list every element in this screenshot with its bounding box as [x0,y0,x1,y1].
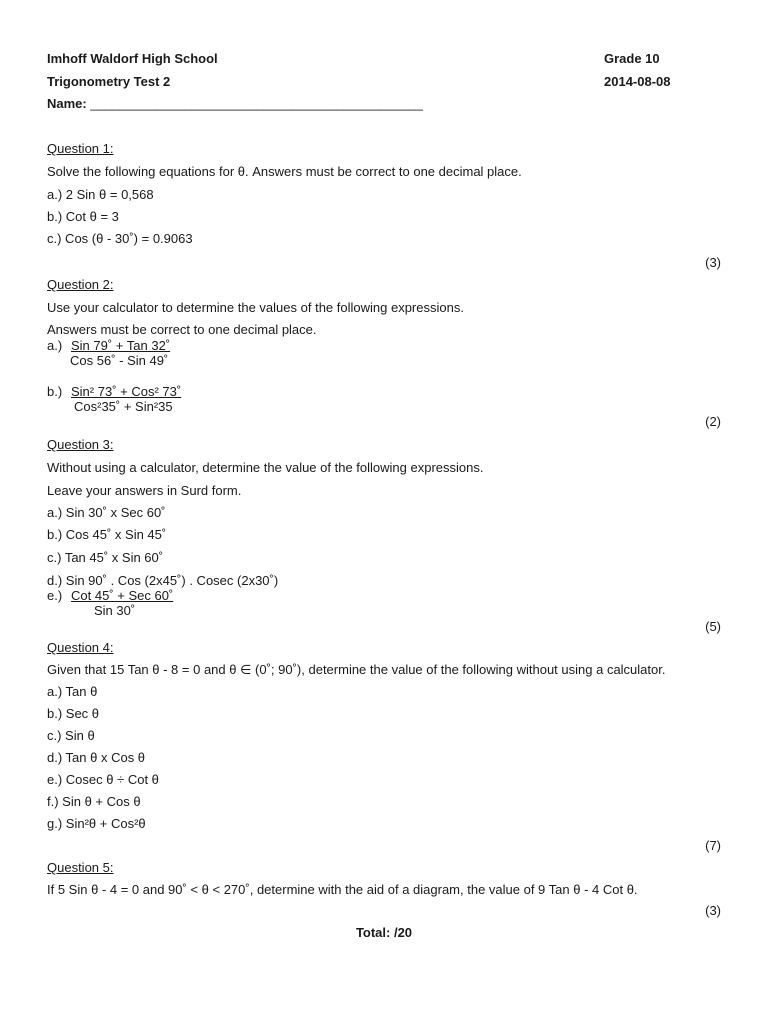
test-date: 2014-08-08 [604,74,671,89]
q2-text-1: Use your calculator to determine the values of the following expressions. [47,300,464,315]
q1-marks: (3) [705,255,721,270]
q2-title: Question 2: [47,277,114,292]
q3-item-a: a.) Sin 30˚ x Sec 60˚ [47,505,166,520]
q1-item-a: a.) 2 Sin θ = 0,568 [47,187,154,202]
q2-b-denominator: Cos²35˚ + Sin²35 [74,399,173,414]
q2-text-2: Answers must be correct to one decimal place. [47,322,317,337]
q4-item-c: c.) Sin θ [47,728,95,743]
name-line: ______________________________________________ [90,96,423,111]
q4-text: Given that 15 Tan θ - 8 = 0 and θ ∈ (0˚; 90˚), determine the value of the following without using a calculator. [47,662,666,677]
q3-text-1: Without using a calculator, determine the value of the following expressions. [47,460,484,475]
q4-item-b: b.) Sec θ [47,706,100,721]
test-title: Trigonometry Test 2 [47,74,171,89]
q1-text: Solve the following equations for θ. Answers must be correct to one decimal place. [47,164,522,179]
q3-e-numerator: Cot 45˚ + Sec 60˚ [71,588,174,603]
q4-item-d: d.) Tan θ x Cos θ [47,750,146,765]
q2-b-label: b.) [47,384,63,399]
q5-marks: (3) [705,903,721,918]
q4-item-f: f.) Sin θ + Cos θ [47,794,141,809]
total: Total: /20 [355,925,413,940]
q3-text-2: Leave your answers in Surd form. [47,483,242,498]
name-label: Name: [47,96,91,111]
q3-marks: (5) [705,619,721,634]
q1-title: Question 1: [47,141,114,156]
q3-title: Question 3: [47,437,114,452]
q2-a-label: a.) [47,338,63,353]
q3-e-label: e.) [47,588,63,603]
q4-item-e: e.) Cosec θ ÷ Cot θ [47,772,159,787]
q2-marks: (2) [705,414,721,429]
q2-a-denominator: Cos 56˚ - Sin 49˚ [70,353,169,368]
q3-item-d: d.) Sin 90˚ . Cos (2x45˚) . Cosec (2x30˚) [47,573,279,588]
q1-item-b: b.) Cot θ = 3 [47,209,119,224]
q2-a-numerator: Sin 79˚ + Tan 32˚ [71,338,171,353]
q4-item-a: a.) Tan θ [47,684,98,699]
q5-title: Question 5: [47,860,114,875]
q3-e-denominator: Sin 30˚ [94,603,136,618]
q2-b-numerator: Sin² 73˚ + Cos² 73˚ [71,384,182,399]
grade: Grade 10 [604,51,660,66]
q4-marks: (7) [705,838,721,853]
q5-text: If 5 Sin θ - 4 = 0 and 90˚ < θ < 270˚, determine with the aid of a diagram, the value of 9 Tan θ - 4 Cot θ. [47,882,638,897]
q4-title: Question 4: [47,640,114,655]
q4-item-g: g.) Sin²θ + Cos²θ [47,816,146,831]
name-row [47,96,423,112]
q1-item-c: c.) Cos (θ - 30˚) = 0.9063 [47,231,193,246]
school-name: Imhoff Waldorf High School [47,51,218,66]
q3-item-c: c.) Tan 45˚ x Sin 60˚ [47,550,164,565]
q3-item-b: b.) Cos 45˚ x Sin 45˚ [47,527,167,542]
